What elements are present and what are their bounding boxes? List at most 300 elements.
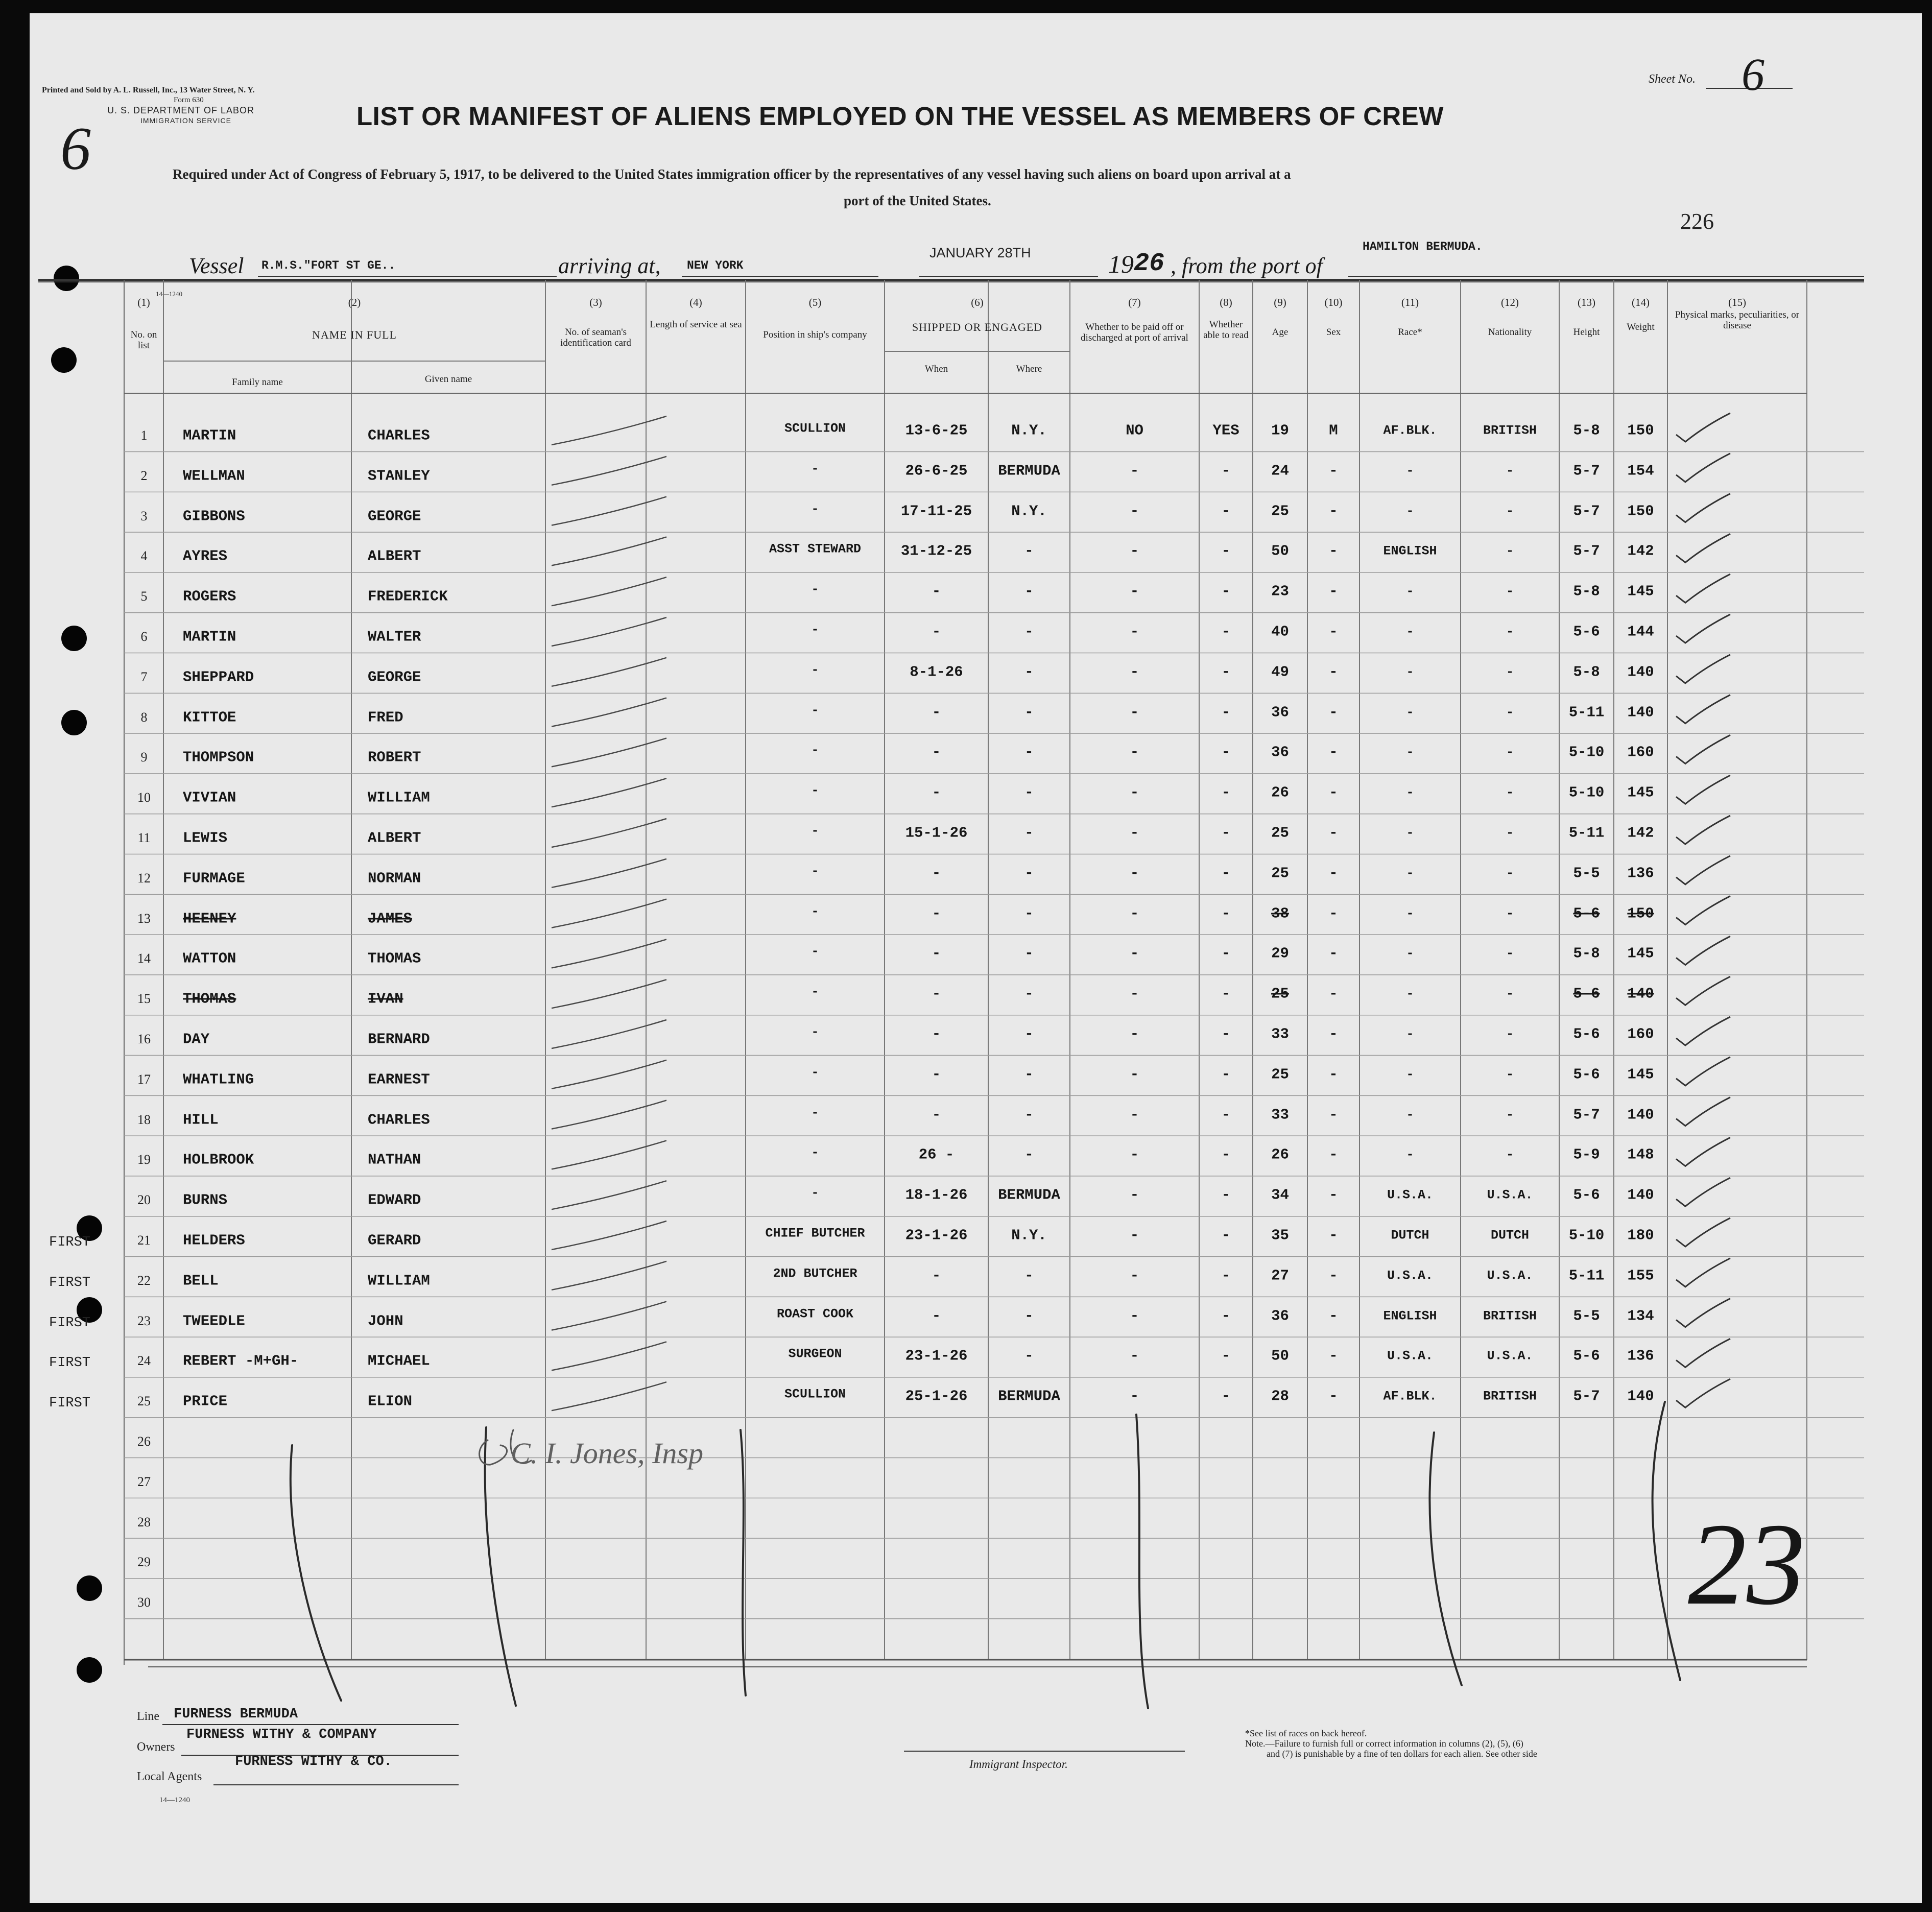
column-label: Weight xyxy=(1627,322,1655,332)
cell-where: - xyxy=(1024,824,1034,842)
footer-agents-label: Local Agents xyxy=(137,1770,202,1783)
cell-nationality: - xyxy=(1506,504,1514,519)
cell-read: YES xyxy=(1212,422,1239,439)
cell-family: SHEPPARD xyxy=(183,668,254,686)
cell-weight: 145 xyxy=(1627,583,1654,600)
cell-read: - xyxy=(1221,784,1231,801)
footer-line-underline xyxy=(162,1724,459,1725)
cell-weight: 148 xyxy=(1627,1146,1654,1163)
cell-where: - xyxy=(1024,1066,1034,1083)
cell-race: AF.BLK. xyxy=(1383,423,1437,438)
cell-when: 23-1-26 xyxy=(905,1347,968,1365)
cell-read: - xyxy=(1221,1267,1231,1284)
printer-line: Printed and Sold by A. L. Russell, Inc., 13 Water Street, N. Y. xyxy=(42,86,255,94)
cell-read: - xyxy=(1221,905,1231,922)
row-number: 9 xyxy=(140,750,148,765)
cell-age: 33 xyxy=(1271,1025,1289,1043)
cell-weight: 142 xyxy=(1627,824,1654,842)
cell-sex: - xyxy=(1329,1025,1338,1043)
column-number: (10) xyxy=(1324,296,1343,308)
cell-position: - xyxy=(811,1105,819,1120)
cell-height: 5-8 xyxy=(1573,422,1600,439)
cell-given: GEORGE xyxy=(368,668,421,686)
column-label: Position in ship's company xyxy=(763,329,867,340)
column-number: (3) xyxy=(589,296,602,308)
cell-family: WHATLING xyxy=(183,1071,254,1088)
column-number: (5) xyxy=(808,296,822,308)
cell-position: - xyxy=(811,1145,819,1160)
footer-owners-label: Owners xyxy=(137,1740,175,1754)
cell-weight: 150 xyxy=(1627,905,1654,922)
row-number: 26 xyxy=(137,1434,151,1449)
cell-where: - xyxy=(1024,1347,1034,1365)
cell-sex: - xyxy=(1329,905,1338,922)
cell-age: 26 xyxy=(1271,1146,1289,1163)
cell-paid: - xyxy=(1130,1066,1139,1083)
cell-position: - xyxy=(811,1065,819,1080)
corner-handwritten-mark: 6 xyxy=(60,114,91,182)
cell-nationality: - xyxy=(1506,906,1514,921)
year-prefix: 19 xyxy=(1108,250,1134,278)
cell-race: U.S.A. xyxy=(1387,1268,1434,1283)
column-label: Nationality xyxy=(1488,327,1532,338)
row-number: 10 xyxy=(137,790,151,805)
page-subtitle-cont: port of the United States. xyxy=(844,193,991,208)
row-number: 8 xyxy=(140,709,148,725)
cell-read: - xyxy=(1221,583,1231,600)
cell-position: 2ND BUTCHER xyxy=(773,1266,857,1281)
cell-nationality: BRITISH xyxy=(1483,423,1537,438)
sheet-number-value: 6 xyxy=(1742,50,1764,100)
cell-nationality: - xyxy=(1506,986,1514,1001)
cell-family: MARTIN xyxy=(183,427,236,444)
cell-where: - xyxy=(1024,1307,1034,1325)
cell-height: 5-6 xyxy=(1573,623,1600,640)
cell-weight: 180 xyxy=(1627,1227,1654,1244)
cell-when: - xyxy=(932,905,941,922)
cell-sex: - xyxy=(1329,1066,1338,1083)
cell-read: - xyxy=(1221,945,1231,962)
footer-line-value: FURNESS BERMUDA xyxy=(174,1707,298,1722)
row-number: 23 xyxy=(137,1313,151,1328)
cell-where: - xyxy=(1024,663,1034,681)
cell-age: 24 xyxy=(1271,462,1289,480)
column-label: No. on list xyxy=(130,329,157,351)
cell-family: WATTON xyxy=(183,950,236,967)
cell-position: - xyxy=(811,662,819,678)
cell-given: JOHN xyxy=(368,1312,403,1330)
cell-given: GERARD xyxy=(368,1232,421,1249)
cell-sex: - xyxy=(1329,1347,1338,1365)
column-label: Race* xyxy=(1398,327,1422,338)
cell-where: - xyxy=(1024,1025,1034,1043)
cell-given: WILLIAM xyxy=(368,789,430,806)
cell-height: 5-8 xyxy=(1573,663,1600,681)
cell-sex: - xyxy=(1329,1106,1338,1124)
column-number: (11) xyxy=(1401,296,1419,308)
column-number: (9) xyxy=(1274,296,1286,308)
cell-weight: 140 xyxy=(1627,704,1654,721)
cell-paid: - xyxy=(1130,1227,1139,1244)
cell-read: - xyxy=(1221,704,1231,721)
cell-height: 5-5 xyxy=(1573,1307,1600,1325)
given-name-subheader: Given name xyxy=(424,374,472,385)
row-number: 14 xyxy=(137,951,151,966)
cell-when: - xyxy=(932,1106,941,1124)
column-label: No. of seaman's identification card xyxy=(560,327,631,348)
cell-weight: 134 xyxy=(1627,1307,1654,1325)
cell-given: MICHAEL xyxy=(368,1352,430,1370)
cell-height: 5-6 xyxy=(1573,1347,1600,1365)
cell-race: - xyxy=(1406,624,1414,639)
row-number: 7 xyxy=(140,669,148,684)
cell-position: - xyxy=(811,944,819,959)
cell-nationality: - xyxy=(1506,1067,1514,1082)
cell-height: 5-10 xyxy=(1568,1227,1605,1244)
cell-nationality: - xyxy=(1506,584,1514,599)
cell-when: - xyxy=(932,583,941,600)
cell-read: - xyxy=(1221,623,1231,640)
cell-age: 33 xyxy=(1271,1106,1289,1124)
cell-sex: M xyxy=(1329,422,1338,439)
form-number: Form 630 xyxy=(174,96,204,104)
from-port-label: , from the port of xyxy=(1171,253,1323,278)
cell-family: HOLBROOK xyxy=(183,1151,254,1168)
cell-paid: - xyxy=(1130,542,1139,560)
cell-read: - xyxy=(1221,1066,1231,1083)
column-number: (15) xyxy=(1728,296,1746,308)
cell-race: - xyxy=(1406,504,1414,519)
cell-paid: - xyxy=(1130,663,1139,681)
cell-weight: 145 xyxy=(1627,1066,1654,1083)
cell-height: 5-7 xyxy=(1573,503,1600,520)
total-count-mark: 23 xyxy=(1688,1499,1805,1629)
cell-age: 36 xyxy=(1271,744,1289,761)
cell-read: - xyxy=(1221,462,1231,480)
cell-family: PRICE xyxy=(183,1393,228,1410)
cell-age: 25 xyxy=(1271,1066,1289,1083)
cell-when: 31-12-25 xyxy=(900,542,972,560)
cell-paid: - xyxy=(1130,1146,1139,1163)
arrival-date: JANUARY 28TH xyxy=(929,245,1031,260)
cell-given: ALBERT xyxy=(368,547,421,565)
cell-nationality: BRITISH xyxy=(1483,1389,1537,1404)
cell-paid: - xyxy=(1130,905,1139,922)
cell-given: NATHAN xyxy=(368,1151,421,1168)
page-subtitle: Required under Act of Congress of February 5, 1917, to be delivered to the United States immigration officer by the representatives of any vessel having such aliens on board upon arrival at a xyxy=(173,166,1291,182)
row-number: 5 xyxy=(140,589,148,604)
cell-weight: 140 xyxy=(1627,1388,1654,1405)
row-number: 25 xyxy=(137,1394,151,1409)
cell-position: - xyxy=(811,823,819,839)
cell-read: - xyxy=(1221,1347,1231,1365)
row-number: 16 xyxy=(137,1032,151,1046)
cell-nationality: - xyxy=(1506,1107,1514,1122)
cell-race: DUTCH xyxy=(1391,1228,1429,1243)
service-name: IMMIGRATION SERVICE xyxy=(140,116,231,125)
cell-read: - xyxy=(1221,663,1231,681)
cell-when: 26 - xyxy=(918,1146,955,1163)
column-label: Physical marks, peculiarities, or disease xyxy=(1675,309,1800,331)
cell-given: CHARLES xyxy=(368,427,430,444)
cell-nationality: - xyxy=(1506,543,1514,559)
cell-family: FURMAGE xyxy=(183,870,245,887)
cell-height: 5-11 xyxy=(1568,704,1605,721)
cell-when: - xyxy=(932,704,941,721)
row-class-prefix: FIRST xyxy=(49,1235,91,1250)
row-number: 29 xyxy=(137,1555,151,1570)
inspector-signature-line xyxy=(904,1751,1185,1752)
cell-when: 15-1-26 xyxy=(905,824,968,842)
row-number: 24 xyxy=(137,1353,151,1369)
cell-where: BERMUDA xyxy=(998,1388,1060,1405)
cell-sex: - xyxy=(1329,503,1338,520)
cell-position: - xyxy=(811,582,819,597)
form-code-top: 14—1240 xyxy=(156,290,182,298)
cell-position: - xyxy=(811,622,819,637)
where-subheader: Where xyxy=(1016,364,1042,374)
cell-nationality: - xyxy=(1506,624,1514,639)
column-label: Whether able to read xyxy=(1203,319,1249,341)
cell-where: - xyxy=(1024,1267,1034,1284)
cell-race: U.S.A. xyxy=(1387,1187,1434,1203)
cell-weight: 144 xyxy=(1627,623,1654,640)
cell-age: 35 xyxy=(1271,1227,1289,1244)
cell-age: 34 xyxy=(1271,1186,1289,1204)
cell-when: - xyxy=(932,985,941,1002)
cell-age: 29 xyxy=(1271,945,1289,962)
row-number: 30 xyxy=(137,1595,151,1610)
column-label: Sex xyxy=(1326,327,1341,338)
cell-nationality: - xyxy=(1506,463,1514,479)
cell-height: 5-7 xyxy=(1573,1106,1600,1124)
cell-family: WELLMAN xyxy=(183,467,245,485)
cell-race: ENGLISH xyxy=(1383,1308,1437,1324)
cell-weight: 145 xyxy=(1627,784,1654,801)
cell-nationality: - xyxy=(1506,946,1514,961)
column-label: SHIPPED OR ENGAGED xyxy=(912,321,1043,333)
cell-race: - xyxy=(1406,664,1414,680)
cell-age: 38 xyxy=(1271,905,1289,922)
cell-weight: 140 xyxy=(1627,985,1654,1002)
footer-line-label: Line xyxy=(137,1710,159,1723)
row-number: 15 xyxy=(137,991,151,1007)
cell-sex: - xyxy=(1329,623,1338,640)
row-number: 21 xyxy=(137,1233,151,1248)
cell-race: - xyxy=(1406,584,1414,599)
cell-position: - xyxy=(811,864,819,879)
footer-agents-underline xyxy=(213,1784,459,1785)
cell-given: EDWARD xyxy=(368,1191,421,1209)
cell-paid: - xyxy=(1130,1186,1139,1204)
arrival-port: NEW YORK xyxy=(687,259,744,272)
cell-sex: - xyxy=(1329,744,1338,761)
cell-read: - xyxy=(1221,865,1231,882)
cell-family: VIVIAN xyxy=(183,789,236,806)
cell-race: ENGLISH xyxy=(1383,543,1437,559)
cell-when: - xyxy=(932,623,941,640)
cell-given: ALBERT xyxy=(368,829,421,847)
cell-when: - xyxy=(932,1025,941,1043)
cell-sex: - xyxy=(1329,985,1338,1002)
cell-given: JAMES xyxy=(368,910,413,927)
row-number: 4 xyxy=(140,548,148,564)
footer-note-races: *See list of races on back hereof. xyxy=(1245,1728,1367,1738)
footer-agents-value: FURNESS WITHY & CO. xyxy=(235,1754,392,1770)
cell-nationality: - xyxy=(1506,785,1514,800)
cell-weight: 145 xyxy=(1627,945,1654,962)
cell-height: 5-6 xyxy=(1573,985,1600,1002)
row-number: 27 xyxy=(137,1474,151,1489)
row-number: 28 xyxy=(137,1514,151,1529)
row-number: 22 xyxy=(137,1273,151,1288)
cell-where: - xyxy=(1024,905,1034,922)
row-class-prefix: FIRST xyxy=(49,1275,91,1290)
cell-paid: - xyxy=(1130,583,1139,600)
vessel-name: R.M.S."FORT ST GE.. xyxy=(261,259,396,272)
cell-age: 25 xyxy=(1271,503,1289,520)
cell-nationality: - xyxy=(1506,705,1514,720)
when-subheader: When xyxy=(924,364,948,374)
cell-position: - xyxy=(811,461,819,476)
cell-height: 5-6 xyxy=(1573,905,1600,922)
row-class-prefix: FIRST xyxy=(49,1396,91,1412)
cell-weight: 136 xyxy=(1627,1347,1654,1365)
cell-position: - xyxy=(811,743,819,758)
footer-owners-value: FURNESS WITHY & COMPANY xyxy=(186,1727,377,1742)
cell-given: GEORGE xyxy=(368,508,421,525)
cell-where: - xyxy=(1024,623,1034,640)
cell-weight: 136 xyxy=(1627,865,1654,882)
cell-sex: - xyxy=(1329,1307,1338,1325)
cell-family: ROGERS xyxy=(183,588,236,605)
arriving-label: arriving at, xyxy=(558,253,661,278)
cell-paid: - xyxy=(1130,945,1139,962)
cell-race: - xyxy=(1406,1067,1414,1082)
cell-given: IVAN xyxy=(368,990,403,1008)
cell-given: FREDERICK xyxy=(368,588,448,605)
cell-where: N.Y. xyxy=(1011,422,1047,439)
cell-read: - xyxy=(1221,1307,1231,1325)
cell-where: - xyxy=(1024,704,1034,721)
cell-when: - xyxy=(932,865,941,882)
cell-paid: - xyxy=(1130,704,1139,721)
cell-position: CHIEF BUTCHER xyxy=(765,1226,865,1241)
cell-given: STANLEY xyxy=(368,467,430,485)
cell-height: 5-8 xyxy=(1573,945,1600,962)
cell-weight: 140 xyxy=(1627,1106,1654,1124)
cell-read: - xyxy=(1221,1388,1231,1405)
stamp-number: 226 xyxy=(1680,209,1714,234)
cell-race: - xyxy=(1406,1147,1414,1162)
cell-family: TWEEDLE xyxy=(183,1312,245,1330)
cell-race: - xyxy=(1406,745,1414,760)
cell-race: - xyxy=(1406,785,1414,800)
cell-paid: - xyxy=(1130,623,1139,640)
cell-paid: - xyxy=(1130,503,1139,520)
cell-age: 23 xyxy=(1271,583,1289,600)
cell-where: - xyxy=(1024,945,1034,962)
footer-form-code: 14—1240 xyxy=(159,1796,190,1804)
row-number: 18 xyxy=(137,1112,151,1127)
column-number: (7) xyxy=(1128,296,1141,308)
cell-nationality: - xyxy=(1506,1026,1514,1042)
cell-family: AYRES xyxy=(183,547,228,565)
cell-age: 28 xyxy=(1271,1388,1289,1405)
cell-position: SCULLION xyxy=(784,1387,846,1402)
cell-given: WALTER xyxy=(368,628,421,646)
cell-race: - xyxy=(1406,1107,1414,1122)
cell-paid: - xyxy=(1130,865,1139,882)
cell-read: - xyxy=(1221,824,1231,842)
column-label: Whether to be paid off or discharged at port of arrival xyxy=(1081,322,1188,343)
cell-when: 13-6-25 xyxy=(905,422,968,439)
cell-read: - xyxy=(1221,1025,1231,1043)
cell-where: N.Y. xyxy=(1011,503,1047,520)
cell-given: CHARLES xyxy=(368,1111,430,1129)
cell-nationality: BRITISH xyxy=(1483,1308,1537,1324)
cell-position: SCULLION xyxy=(784,421,846,436)
row-number: 11 xyxy=(137,830,151,845)
row-number: 1 xyxy=(140,428,148,443)
cell-given: THOMAS xyxy=(368,950,421,967)
cell-where: - xyxy=(1024,1106,1034,1124)
cell-where: - xyxy=(1024,1146,1034,1163)
cell-nationality: DUTCH xyxy=(1490,1228,1530,1243)
cell-family: LEWIS xyxy=(183,829,228,847)
cell-height: 5-11 xyxy=(1568,1267,1605,1284)
vessel-label: Vessel xyxy=(189,253,244,278)
cell-weight: 150 xyxy=(1627,503,1654,520)
row-number: 3 xyxy=(140,508,148,523)
row-number: 13 xyxy=(137,911,151,926)
cell-read: - xyxy=(1221,542,1231,560)
cell-position: - xyxy=(811,703,819,718)
cell-when: - xyxy=(932,784,941,801)
cell-sex: - xyxy=(1329,1267,1338,1284)
cell-position: - xyxy=(811,501,819,517)
cell-given: EARNEST xyxy=(368,1071,430,1088)
cell-age: 50 xyxy=(1271,542,1289,560)
cell-sex: - xyxy=(1329,1146,1338,1163)
cell-when: - xyxy=(932,1066,941,1083)
cell-nationality: - xyxy=(1506,825,1514,841)
column-number: (14) xyxy=(1632,296,1650,308)
cell-when: 17-11-25 xyxy=(900,503,972,520)
cell-given: BERNARD xyxy=(368,1031,430,1048)
sheet-number-label: Sheet No. xyxy=(1649,73,1696,86)
cell-where: N.Y. xyxy=(1011,1227,1047,1244)
cell-read: - xyxy=(1221,1106,1231,1124)
cell-where: - xyxy=(1024,784,1034,801)
cell-age: 49 xyxy=(1271,663,1289,681)
cell-nationality: - xyxy=(1506,745,1514,760)
column-label: Age xyxy=(1272,327,1289,338)
cell-family: DAY xyxy=(183,1031,210,1048)
cell-when: 26-6-25 xyxy=(905,462,968,480)
cell-paid: - xyxy=(1130,1347,1139,1365)
cell-height: 5-6 xyxy=(1573,1066,1600,1083)
immigrant-inspector-label: Immigrant Inspector. xyxy=(969,1758,1068,1771)
cell-nationality: U.S.A. xyxy=(1487,1348,1533,1364)
cell-height: 5-7 xyxy=(1573,462,1600,480)
cell-given: ELION xyxy=(368,1393,413,1410)
cell-age: 25 xyxy=(1271,865,1289,882)
cell-age: 19 xyxy=(1271,422,1289,439)
cell-race: - xyxy=(1406,866,1414,881)
cell-paid: - xyxy=(1130,744,1139,761)
cell-where: - xyxy=(1024,583,1034,600)
